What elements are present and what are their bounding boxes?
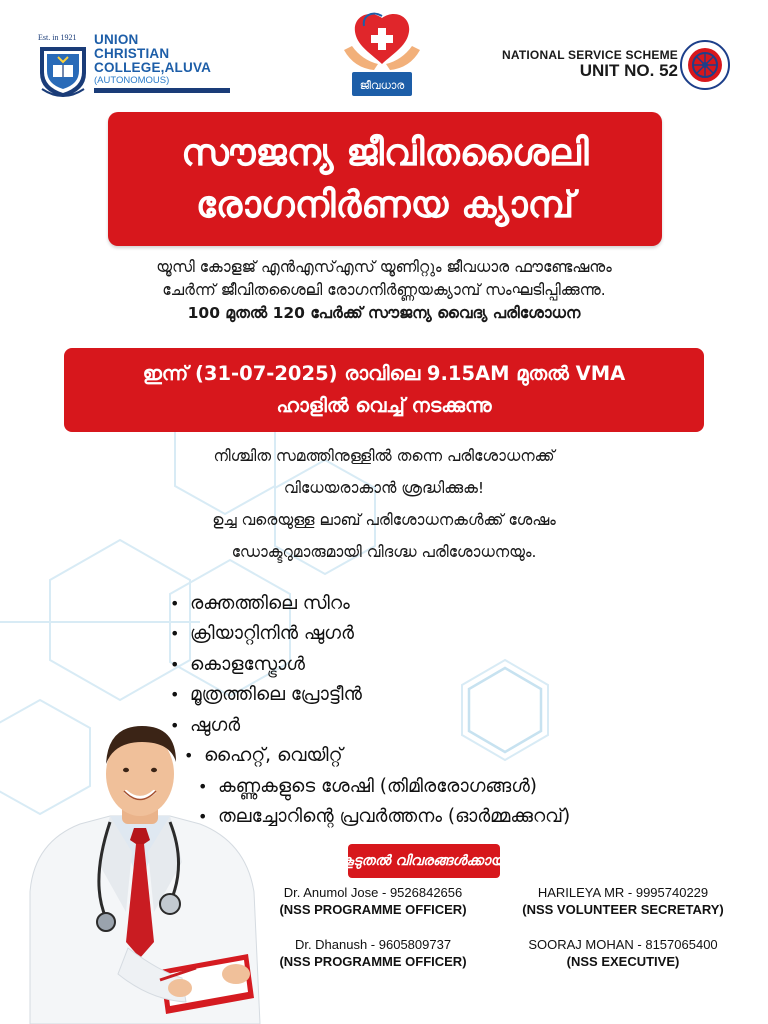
contact-name: Dr. Dhanush - 9605809737	[294, 937, 452, 952]
bullet: •	[170, 685, 180, 705]
list-item	[170, 680, 690, 711]
note-line-4: ഡോക്ടറുമാരുമായി വിദഗ്ദ്ധ പരിശോധനയും.	[231, 543, 537, 561]
bullet: •	[170, 715, 180, 735]
intro-line-2: ചേർന്ന് ജീവിതശൈലി രോഗനിർണ്ണയക്യാമ്പ് സംഘടിപ്പിക്കുന്നു.	[162, 281, 606, 299]
note-line-1: നിശ്ചിത സമത്തിനുള്ളിൽ തന്നെ പരിശോധനക്ക്	[213, 447, 555, 465]
contact-name: Dr. Anumol Jose - 9526842656	[283, 885, 463, 900]
college-logo-bar	[94, 88, 230, 93]
contact-role: (NSS EXECUTIVE)	[566, 954, 680, 969]
note-line-3: ഉച്ച വരെയുള്ള ലാബ് പരിശോധനകൾക്ക് ശേഷം	[212, 511, 556, 529]
jeevadhara-heart-hands-icon	[338, 10, 426, 100]
contact-card	[498, 936, 748, 970]
intro-text	[30, 256, 738, 325]
list-item	[170, 741, 690, 772]
list-item	[170, 588, 690, 619]
nss-unit: UNIT NO. 52	[579, 61, 678, 80]
more-info-label: കൂടുതൽ വിവരങ്ങൾക്കായി	[340, 853, 508, 869]
contacts	[248, 884, 758, 1024]
contact-role: (NSS PROGRAMME OFFICER)	[279, 954, 467, 969]
title-line-2: രോഗനിർണയ ക്യാമ്പ്	[195, 183, 575, 226]
title-banner	[108, 112, 662, 246]
contact-name: SOORAJ MOHAN - 8157065400	[528, 937, 718, 952]
note-line-2: വിധേയരാകാൻ ശ്രദ്ധിക്കുക!	[283, 479, 485, 497]
contact-card	[248, 884, 498, 918]
bullet: •	[170, 624, 180, 644]
college-name-line-3: COLLEGE,ALUVA	[94, 60, 212, 75]
nss-title: NATIONAL SERVICE SCHEME	[502, 48, 678, 62]
contact-role: (NSS VOLUNTEER SECRETARY)	[522, 902, 724, 917]
test-label: ഹൈറ്റ്, വെയിറ്റ്	[204, 745, 343, 767]
bullet: •	[170, 654, 180, 674]
college-established: Est. in 1921	[38, 33, 77, 42]
test-label: ഷുഗർ	[190, 714, 241, 736]
nss-emblem-icon	[680, 40, 730, 90]
list-item	[170, 802, 690, 833]
college-autonomous: (AUTONOMOUS)	[94, 75, 170, 86]
test-label: രക്തത്തിലെ സിറം	[190, 592, 350, 614]
college-name	[94, 33, 244, 93]
list-item	[170, 771, 690, 802]
test-label: തലച്ചോറിന്റെ പ്രവർത്തനം (ഓർമ്മക്കുറവ്)	[218, 806, 571, 828]
title-line-1: സൗജന്യ ജീവിതശൈലി	[181, 131, 589, 174]
contact-name: HARILEYA MR - 9995740229	[537, 885, 709, 900]
date-line-1: ഇന്ന് (31-07-2025) രാവിലെ 9.15AM മുതൽ VMA	[142, 362, 626, 385]
contact-card	[498, 884, 748, 918]
notes	[60, 440, 708, 568]
test-label: കൊളസ്ട്രോൾ	[190, 653, 305, 675]
test-label: മൂത്രത്തിലെ പ്രോട്ടീൻ	[190, 684, 362, 706]
bullet: •	[184, 746, 194, 766]
college-crest-icon	[36, 43, 90, 99]
nss-text	[502, 48, 678, 80]
college-name-line-1: UNION	[94, 32, 139, 47]
date-line-2: ഹാളിൽ വെച്ച് നടക്കുന്നു	[276, 394, 492, 417]
test-label: ക്രിയാറ്റിനിൻ ഷുഗർ	[190, 623, 354, 645]
tests-list	[170, 588, 690, 832]
bullet: •	[170, 593, 180, 613]
intro-line-3: 100 മുതൽ 120 പേർക്ക് സൗജന്യ വൈദ്യ പരിശോധന	[187, 304, 581, 322]
list-item	[170, 649, 690, 680]
list-item	[170, 619, 690, 650]
intro-line-1: യൂസി കോളജ് എൻഎസ്എസ് യൂണിറ്റും ജീവധാര ഫൗണ്ടേഷനും	[156, 258, 612, 276]
bullet: •	[198, 807, 208, 827]
more-info-badge	[340, 844, 508, 878]
bullet: •	[198, 776, 208, 796]
date-banner	[64, 348, 704, 432]
jeevadhara-logo-text: ജീവധാര	[359, 79, 405, 92]
contact-card	[248, 936, 498, 970]
nss-header	[470, 40, 730, 96]
college-name-line-2: CHRISTIAN	[94, 46, 170, 61]
list-item	[170, 710, 690, 741]
test-label: കണ്ണുകളുടെ ശേഷി (തിമിരരോഗങ്ങൾ)	[218, 775, 538, 797]
contact-role: (NSS PROGRAMME OFFICER)	[279, 902, 467, 917]
college-logo	[34, 33, 234, 103]
